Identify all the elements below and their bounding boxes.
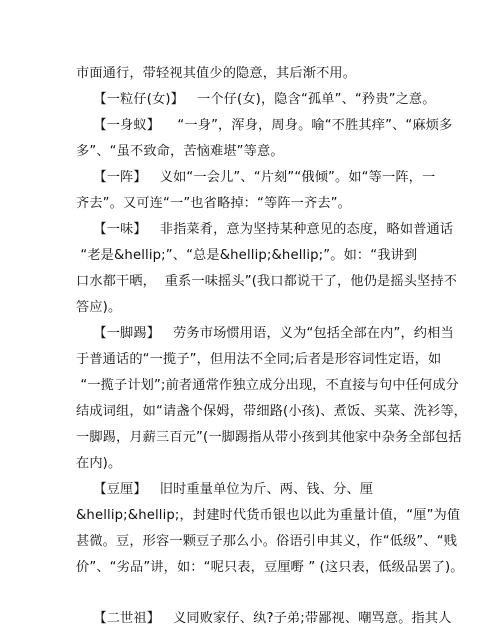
text-line: 【一粒仔(女)】 一个仔(女)，隐含“孤单”、“矜贵”之意。 — [76, 92, 436, 107]
text-line: 于普通话的“一揽子”，但用法不全同;后者是形容词性定语，如 — [76, 352, 442, 367]
text-line: 答应)。 — [76, 300, 122, 315]
text-line: 在内)。 — [76, 456, 122, 471]
text-line: 【二世祖】 义同败家仔、纨?子弟;带鄙视、嘲骂意。指其人 — [76, 611, 452, 626]
text-line: 【一身蚁】 “一身”，浑身，周身。喻“不胜其痒”、“麻烦多 — [76, 118, 453, 133]
text-line: &hellip;&hellip;，封建时代货币银也以此为重量计值，“厘”为值 — [76, 508, 461, 523]
text-line: 口水都干晒， 重系一味摇头”(我口都说干了，他仍是摇头坚持不 — [76, 274, 458, 289]
text-line: 【一味】 非指菜肴，意为坚持某种意见的态度，略如普通话 — [76, 222, 454, 237]
text-line: 结成词组，如“请盏个保姆，带细路(小孩)、煮饭、买菜、洗衫等， — [76, 404, 468, 419]
text-line: 一脚踢，月薪三百元”(一脚踢指从带小孩到其他家中杂务全部包括 — [76, 430, 462, 445]
text-line: 甚微。豆，形容一颗豆子那么小。俗语引申其义，作“低级”、“贱 — [76, 534, 458, 549]
text-line: 齐去”。又可连“一”也省略掉：“等阵一齐去”。 — [76, 196, 351, 211]
text-line: “老是&hellip;”、“总是&hellip;&hellip;”。如：“我讲到 — [76, 248, 418, 263]
text-line: 多”、“虽不致命，苦恼难堪”等意。 — [76, 144, 284, 159]
text-line: 价”、“劣品”讲，如：“呢只表，豆厘嘢 ” (这只表，低级品罢了)。 — [76, 560, 464, 575]
text-line: “一揽子计划”;前者通常作独立成分出现，不直接与句中任何成分 — [76, 378, 460, 393]
text-line: 【一阵】 义如“一会儿”、“片刻”“俄倾”。如“等一阵，一 — [76, 170, 436, 185]
text-line: 【豆厘】 旧时重量单位为斤、两、钱、分、厘 — [76, 482, 374, 497]
text-line: 市面通行，带轻视其值少的隐意，其后渐不用。 — [76, 66, 357, 81]
text-line: 【一脚踢】 劳务市场惯用语，义为“包括全部在内”，约相当 — [76, 326, 454, 341]
